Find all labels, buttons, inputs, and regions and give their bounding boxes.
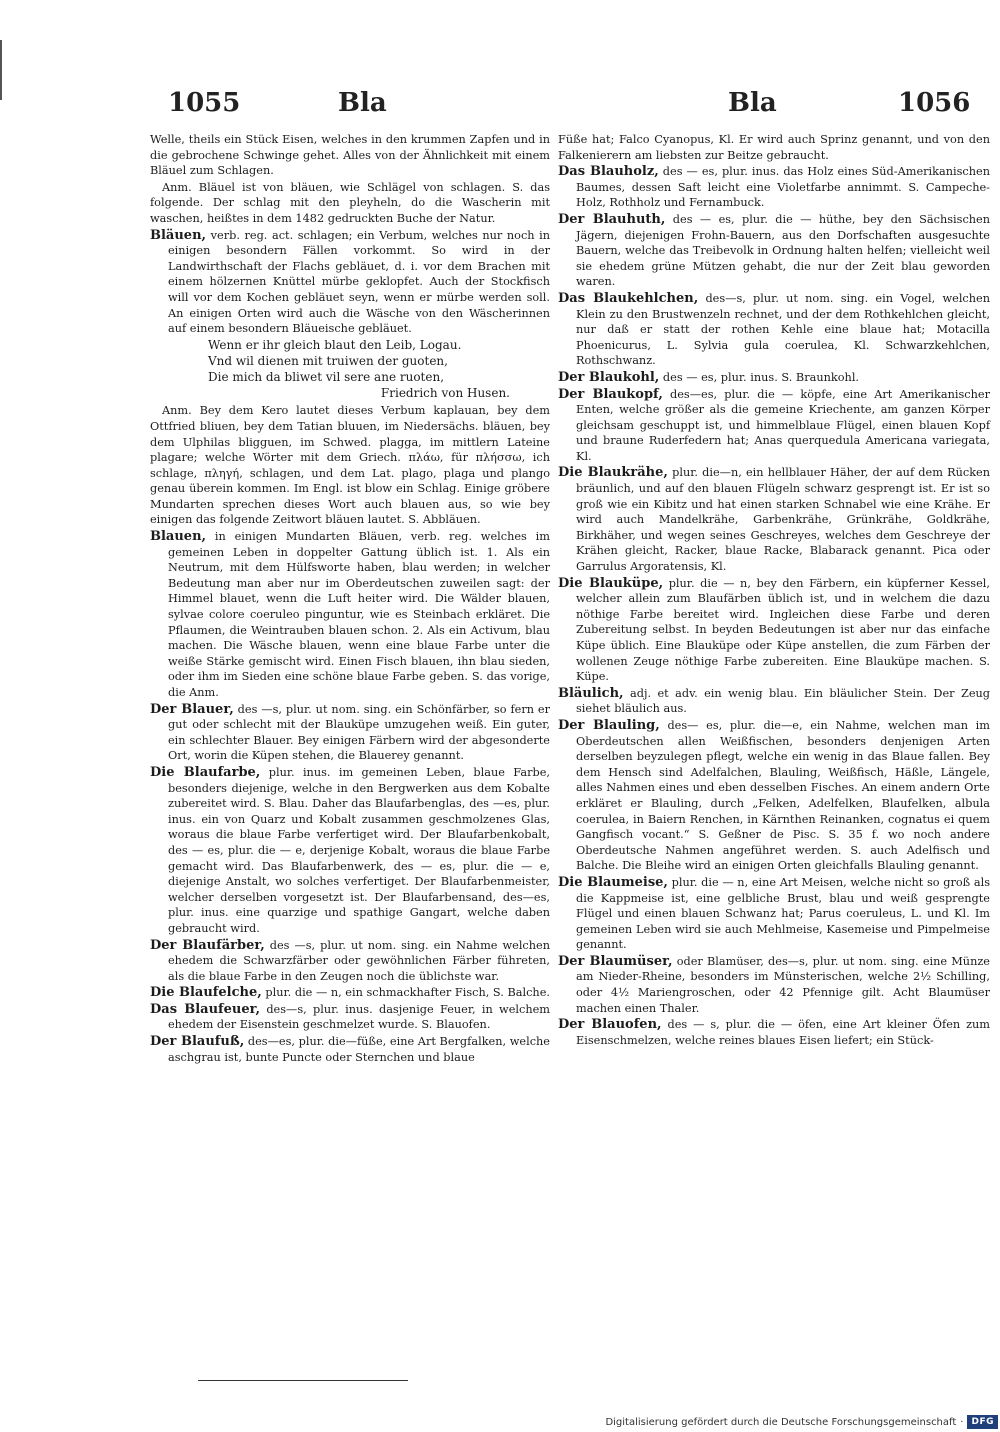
entry-lemma: Blauen, bbox=[150, 529, 207, 545]
dictionary-entry bbox=[150, 765, 550, 937]
catchword-right: Bla bbox=[728, 88, 777, 118]
entry-text: des —s, plur. ut nom. sing. ein Schönfärber, so fern er gut oder schlecht mit der Blauküpe umzugehen weiß. Ein guter, ein schlechter Blauer. Bey einigen Färbern wird der abgesonderte Ort, worin die Küpen stehen, die Blauerey genannt. bbox=[168, 702, 551, 763]
page-number-right: 1056 bbox=[898, 88, 971, 118]
verse-author: Friedrich von Husen. bbox=[380, 385, 510, 400]
entry-lemma: Die Blaumeise, bbox=[558, 874, 668, 890]
entry-lemma: Der Blauhuth, bbox=[558, 211, 666, 227]
dictionary-entry bbox=[150, 529, 550, 701]
entry-lemma: Der Blaukohl, bbox=[558, 369, 660, 385]
annotation: Anm. Bläuel ist von bläuen, wie Schlägel von schlagen. S. das folgende. Der schlag mit den pleyheln, do die Wascherin mit waschen, heißtes in dem 1482 gedruckten Buche der Natur. bbox=[150, 180, 550, 225]
entry-lemma: Die Blauküpe, bbox=[558, 575, 664, 591]
entry-text: des— es, plur. die—e, ein Nahme, welchen man im Oberdeutschen allen Weißfischen, besonders denjenigen Arten derselben beyzulegen pflegt, welche ein wenig in das Blaue fallen. Bey dem Hensch sind Adelfalchen, Blauling, Weißfisch, Häßle, Längele, alles Nahmen eines und eben desselben Fisches. An einem andern Orte erkläret er Blauling, durch „Felken, Adelfelken, Blaufelken, albula coerulea, in Baiern Renchen, in Kärnthen Reinanken, cognatus ei quem Gangfisch vocant.“ S. Geßner de Pisc. S. 35 f. wo noch andere Oberdeutsche Nahmen angeführet werden. S. auch Adelfisch und Balche. Die Bleihe wird an einigen Orten gleichfalls Blauling genannt. bbox=[576, 718, 991, 873]
dictionary-entry bbox=[150, 1002, 550, 1033]
entry-continuation: Welle, theils ein Stück Eisen, welches in den krummen Zapfen und in die gebrochene Schwinge gehet. Alles von der Ähnlichkeit mit einem Bläuel zum Schlagen. bbox=[150, 133, 550, 178]
entry-lemma: Der Blaufuß, bbox=[150, 1034, 245, 1050]
entry-text: plur. die — n, bey den Färbern, ein küpferner Kessel, welcher allein zum Blaufärben üblich ist, und in welchem die dazu nöthige Farbe bereitet wird. Ingleichen diese Farbe und deren Zubereitung selbst. In beyden Bedeutungen ist aber nur das einfache Küpe üblich. Eine Blauküpe oder Küpe anstellen, die zum Färben der wollenen Zeuge nöthige Farbe zubereiten. Eine Blauküpe machen. S. Küpe. bbox=[576, 576, 990, 684]
entry-text: oder Blamüser, des—s, plur. ut nom. sing. eine Münze am Nieder-Rheine, besonders im Münsterischen, welche 2½ Schilling, oder 4½ Mariengroschen, oder 42 Pfennige gilt. Acht Blaumüser machen einen Thaler. bbox=[576, 954, 990, 1015]
entry-text: des — es, plur. inus. S. Braunkohl. bbox=[662, 370, 860, 384]
catchword-left: Bla bbox=[338, 88, 387, 118]
entry-text: plur. die — n, eine Art Meisen, welche nicht so groß als die Kappmeise ist, eine gelbliche Brust, blau und weiß gesprengte Flügel und einen blauen Schwanz hat; Parus coeruleus, L. und Kl. Im gemeinen Leben wird sie auch Mehlmeise, Kasemeise und Pimpelmeise genannt. bbox=[576, 875, 991, 952]
dictionary-entry bbox=[558, 164, 990, 211]
entry-text: plur. die — n, ein schmackhafter Fisch, S. Balche. bbox=[265, 986, 550, 1000]
annotation: Anm. Bey dem Kero lautet dieses Verbum kaplauan, bey dem Ottfried bliuen, bey dem Tatian bluuen, im Niedersächs. bläuen, bey dem Ulphilas bligguen, im Schwed. plagga, im mittlern Lateine plagare; welche Wörter mit dem Griech. πλάω, für πλήσσω, ich schlage, πληγή, schlagen, und dem Lat. plago, plaga und plango genau überein kommen. Im Engl. ist blow ein Schlag. Einige gröbere Mundarten sprechen dieses Wort auch blauen aus, so wie bey einigen das folgende Zeitwort bläuen lautet. S. Abbläuen. bbox=[150, 404, 550, 527]
dictionary-entry bbox=[558, 954, 990, 1016]
bottom-rule bbox=[198, 1380, 408, 1381]
entry-text: plur. inus. im gemeinen Leben, blaue Farbe, besonders diejenige, welche in den Bergwerken aus dem Kobalte zubereitet wird. S. Blau. Daher das Blaufarbenglas, des —es, plur. inus. ein von Quarz und Kobalt zusammen geschmolzenes Glas, woraus die blaue Farbe verfertiget wird. Der Blaufarbenkobalt, des — es, plur. die — e, derjenige Kobalt, woraus die blaue Farbe gemacht wird. Das Blaufarbenwerk, des — es, plur. die — e, diejenige Anstalt, wo solches verfertiget. Der Blaufarbenmeister, welcher derselben vorgesetzt ist. Der Blaufarbensand, des—es, plur. inus. eine quarzige und spathige Gangart, welche daben gebraucht wird. bbox=[168, 765, 551, 935]
footer-text: Digitalisierung gefördert durch die Deutsche Forschungsgemeinschaft bbox=[605, 1416, 957, 1428]
entry-lemma: Das Blaukehlchen, bbox=[558, 290, 699, 306]
digitization-footer: Digitalisierung gefördert durch die Deutsche Forschungsgemeinschaft · DFG bbox=[605, 1412, 1000, 1432]
entry-lemma: Der Blauling, bbox=[558, 717, 660, 733]
entry-lemma: Das Blaufeuer, bbox=[150, 1001, 261, 1017]
dfg-logo: DFG bbox=[967, 1415, 998, 1429]
page-number-left: 1055 bbox=[168, 88, 241, 118]
dictionary-entry bbox=[558, 576, 990, 685]
entry-lemma: Der Blaumüser, bbox=[558, 953, 673, 969]
verse-line: Vnd wil dienen mit truiwen der guoten, bbox=[208, 353, 448, 368]
dictionary-entry bbox=[558, 686, 990, 717]
dictionary-entry bbox=[558, 718, 990, 874]
dictionary-entry bbox=[150, 1034, 550, 1065]
dictionary-entry bbox=[558, 370, 990, 386]
entry-text: verb. reg. act. schlagen; ein Verbum, welches nur noch in einigen besondern Fällen vorkommt. So wird in der Landwirthschaft der Flachs gebläuet, d. i. vor dem Brachen mit einem hölzernen Knüttel mürbe geklopfet. Auch der Stockfisch will vor dem Kochen gebläuet seyn, wenn er mürbe werden soll. An einigen Orten wird auch die Wäsche von den Wäscherinnen auf einem besondern Bläueische gebläuet. bbox=[168, 228, 551, 336]
entry-text: in einigen Mundarten Bläuen, verb. reg. welches im gemeinen Leben in doppelter Gattung üblich ist. 1. Als ein Neutrum, mit dem Hülfsworte haben, blau werden; in welcher Bedeutung man aber nur im Oberdeutschen zuweilen sagt: der Himmel blauet, wenn die Luft heiter wird. Die Wälder blauen, sylvae colore coeruleo pinguntur, wie es Steinbach erkläret. Die Pflaumen, die Weintrauben blauen schon. 2. Als ein Activum, blau machen. Die Wäsche blauen, wenn eine blaue Farbe unter die weiße Stärke gemischt wird. Einen Fisch blauen, ihn blau sieden, oder ihm im Sieden eine schöne blaue Farbe geben. S. das vorige, die Anm. bbox=[168, 530, 550, 699]
entry-lemma: Der Blauer, bbox=[150, 701, 234, 717]
dictionary-entry bbox=[558, 291, 990, 369]
entry-text: des — es, plur. inus. das Holz eines Süd-Amerikanischen Baumes, dessen Saft leicht eine Violetfarbe annimmt. S. Campeche-Holz, Rothholz und Fernambuck. bbox=[576, 165, 990, 210]
dictionary-entry bbox=[150, 985, 550, 1001]
entry-text: des—es, plur. die — köpfe, eine Art Amerikanischer Enten, welche größer als die gemeine Kriechente, am ganzen Körper gleichsam geschuppt ist, und himmelblaue Flügel, einen blauen Kopf und braune Ruderfedern hat; Anas querquedula Americana variegata, Kl. bbox=[576, 387, 990, 463]
dictionary-entry bbox=[558, 465, 990, 574]
entry-lemma: Bläulich, bbox=[558, 685, 624, 701]
entry-text: des—s, plur. ut nom. sing. ein Vogel, welchen Klein zu den Brustwenzeln rechnet, und der dem Rothkehlchen gleicht, nur daß er statt der rothen Kehle eine blaue hat; Motacilla Phoenicurus, L. Sylvia gula coerulea, Kl. Schwarzkehlchen, Rothschwanz. bbox=[576, 291, 990, 368]
entry-lemma: Die Blaukrähe, bbox=[558, 465, 668, 481]
entry-text: des—s, plur. inus. dasjenige Feuer, in welchem ehedem der Eisenstein geschmelzet wurde. S. Blauofen. bbox=[168, 1002, 551, 1032]
entry-text: adj. et adv. ein wenig blau. Ein bläulicher Stein. Der Zeug siehet bläulich aus. bbox=[576, 686, 991, 716]
entry-lemma: Der Blaukopf, bbox=[558, 386, 663, 402]
verse-line: Die mich da bliwet vil sere ane ruoten, bbox=[208, 369, 445, 384]
dictionary-entry bbox=[150, 228, 550, 337]
margin-mark bbox=[0, 40, 10, 100]
dictionary-entry bbox=[558, 212, 990, 290]
entry-text: des—es, plur. die—füße, eine Art Bergfalken, welche aschgrau ist, bunte Puncte oder Sternchen und blaue bbox=[168, 1035, 550, 1064]
entry-lemma: Die Blaufarbe, bbox=[150, 764, 261, 780]
entry-lemma: Bläuen, bbox=[150, 227, 207, 243]
dictionary-entry bbox=[558, 1017, 990, 1048]
dictionary-entry bbox=[150, 702, 550, 764]
left-column bbox=[150, 132, 550, 1066]
verse-line: Wenn er ihr gleich blaut den Leib, Logau. bbox=[208, 337, 462, 352]
entry-continuation: Füße hat; Falco Cyanopus, Kl. Er wird auch Sprinz genannt, und von den Falkenierern am liebsten zur Beitze gebraucht. bbox=[558, 133, 990, 162]
entry-text: des — es, plur. die — hüthe, bey den Sächsischen Jägern, diejenigen Frohn-Bauern, aus den Dorfschaften ausgesuchte Bauern, welche das Treibevolk in Ordnung halten helfen; vielleicht weil sie ehedem grüne Mützen gehabt, die nur der Zeit blau geworden waren. bbox=[576, 212, 991, 289]
entry-lemma: Die Blaufelche, bbox=[150, 985, 262, 1001]
dictionary-entry bbox=[558, 875, 990, 953]
dictionary-entry bbox=[150, 938, 550, 985]
right-column bbox=[558, 132, 990, 1049]
entry-lemma: Das Blauholz, bbox=[558, 164, 659, 180]
entry-text: des — s, plur. die — öfen, eine Art kleiner Öfen zum Eisenschmelzen, welche reines blaues Eisen liefert; ein Stück- bbox=[576, 1018, 991, 1047]
entry-text: des —s, plur. ut nom. sing. ein Nahme welchen ehedem die Schwarzfärber oder gewöhnlichen Färber führeten, als die blaue Farbe in den Zeugen noch die üblichste war. bbox=[168, 938, 550, 983]
entry-text: plur. die—n, ein hellblauer Häher, der auf dem Rücken bräunlich, und auf den blauen Flügeln schwarz gesprengt ist. Er ist so groß wie ein Kibitz und hat einen starken Schnabel wie eine Krähe. Er wird auch Mandelkrähe, Garbenkrähe, Grünkrähe, Goldkrähe, Birkhäher, und wegen seines Geschreyes, welches dem Geschreye der Krähen gleicht, Racker, blaue Racke, Blabarack genannt. Pica oder Garrulus Argoratensis, Kl. bbox=[576, 466, 991, 574]
dictionary-entry bbox=[558, 387, 990, 465]
entry-lemma: Der Blaufärber, bbox=[150, 937, 265, 953]
entry-lemma: Der Blauofen, bbox=[558, 1017, 662, 1033]
